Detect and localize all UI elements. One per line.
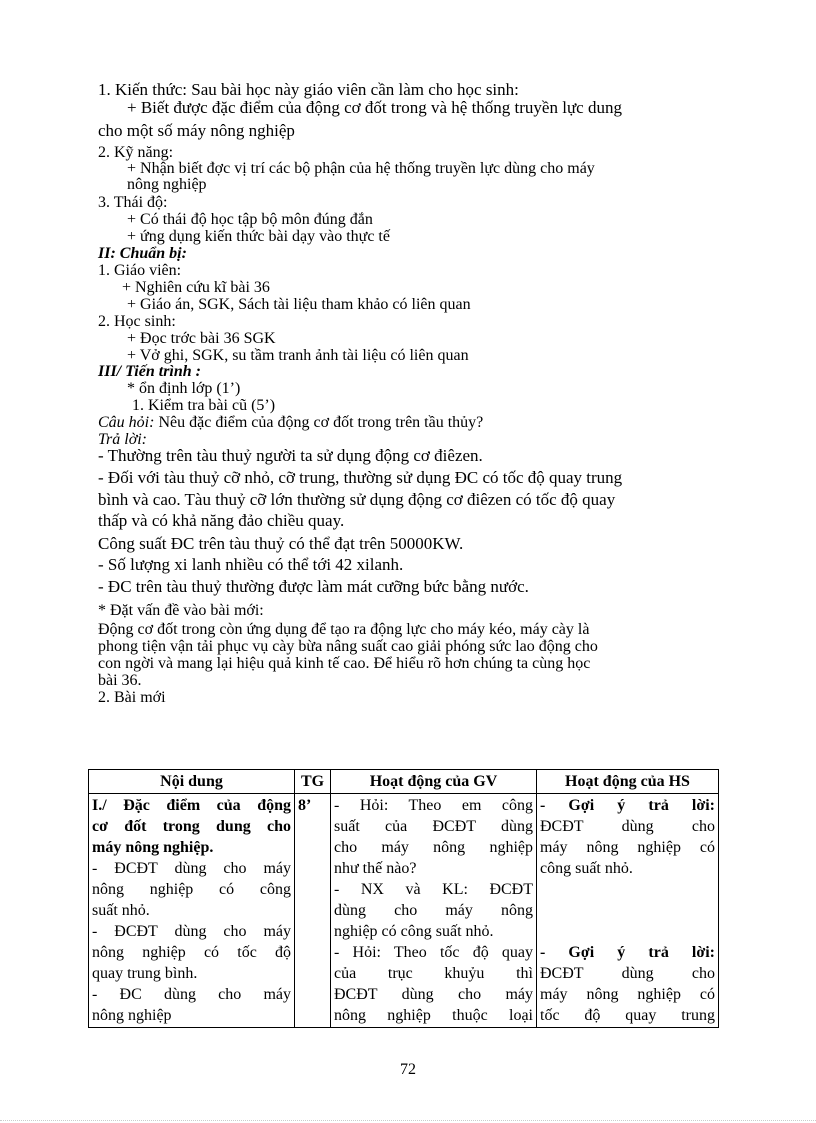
line-skill: 2. Kỹ năng:: [98, 144, 174, 161]
content-line: - ĐC dùng cho máy: [92, 986, 291, 1003]
student-spacer: [540, 921, 715, 942]
teacher-line: ĐCĐT dùng cho máy: [334, 986, 533, 1003]
line-answer-4: thấp và có khả năng đảo chiều quay.: [98, 511, 345, 530]
line-skill-1: + Nhận biết đợc vị trí các bộ phận của hệ thống truyền lực dùng cho máy: [127, 160, 595, 177]
line-knowledge-2: cho một số máy nông nghiệp: [98, 121, 295, 140]
teacher-line: suất của ĐCĐT dùng: [334, 818, 533, 835]
content-line: suất nhỏ.: [92, 902, 150, 919]
student-answer-label: - Gợi ý trả lời:: [540, 944, 715, 961]
line-new-lesson: 2. Bài mới: [98, 689, 166, 706]
line-teacher: 1. Giáo viên:: [98, 262, 182, 279]
student-line: ĐCĐT dùng cho: [540, 818, 715, 835]
teacher-line: như thế nào?: [334, 860, 417, 877]
content-line: I./ Đặc điểm của động: [92, 797, 291, 814]
line-question: Câu hỏi: Nêu đặc điểm của động cơ đốt trong trên tầu thủy?: [98, 414, 484, 431]
line-answer-2: - Đối với tàu thuỷ cỡ nhỏ, cỡ trung, thường sử dụng ĐC có tốc độ quay trung: [98, 468, 623, 487]
line-skill-2: nông nghiệp: [127, 176, 207, 193]
student-line: tốc độ quay trung: [540, 1007, 715, 1024]
teacher-line: dùng cho máy nông: [334, 902, 533, 919]
content-cell: [89, 794, 295, 1028]
line-student-1: + Đọc trớc bài 36 SGK: [127, 330, 276, 347]
content-line: nông nghiệp: [92, 1007, 172, 1024]
question-label: Câu hỏi:: [98, 414, 155, 431]
line-answer-5: Công suất ĐC trên tàu thuỷ có thể đạt trên 50000KW.: [98, 534, 464, 553]
student-spacer: [540, 879, 715, 900]
header-student-activity: Hoạt động của HS: [537, 770, 719, 794]
line-answer-6: - Số lượng xi lanh nhiều có thể tới 42 xilanh.: [98, 555, 404, 574]
content-line: nông nghiệp có tốc độ: [92, 944, 291, 961]
line-student: 2. Học sinh:: [98, 313, 176, 330]
teacher-line: của trục khuỷu thì: [334, 965, 533, 982]
teacher-line: - Hỏi: Theo tốc độ quay: [334, 944, 533, 961]
student-line: máy nông nghiệp có: [540, 839, 715, 856]
line-attitude: 3. Thái độ:: [98, 194, 168, 211]
table-row: [89, 794, 719, 1028]
content-line: quay trung bình.: [92, 965, 198, 982]
content-line: máy nông nghiệp.: [92, 839, 214, 856]
student-spacer: [540, 900, 715, 921]
line-answer-7: - ĐC trên tàu thuỷ thường được làm mát cưỡng bức bằng nước.: [98, 577, 529, 596]
line-student-2: + Vở ghi, SGK, su tầm tranh ảnh tài liệu có liên quan: [127, 347, 469, 364]
heading-preparation: II: Chuẩn bị:: [98, 245, 187, 262]
line-attitude-2: + ứng dụng kiến thức bài dạy vào thực tế: [127, 228, 390, 245]
page-number: 72: [400, 1061, 416, 1078]
teacher-line: nghiệp có công suất nhỏ.: [334, 923, 494, 940]
line-answer-label: Trả lời:: [98, 431, 147, 448]
student-line: ĐCĐT dùng cho: [540, 965, 715, 982]
teacher-activity-cell: [331, 794, 537, 1028]
line-class-order: * ổn định lớp (1’): [127, 380, 241, 397]
student-answer-label: - Gợi ý trả lời:: [540, 797, 715, 814]
student-line: công suất nhỏ.: [540, 860, 633, 877]
content-line: nông nghiệp có công: [92, 881, 291, 898]
heading-procedure: III/ Tiến trình :: [98, 363, 201, 380]
header-content: Nội dung: [89, 770, 295, 794]
line-answer-3: bình và cao. Tàu thuỷ cỡ lớn thường sử dụng động cơ điêzen có tốc độ quay: [98, 490, 616, 509]
teacher-line: nông nghiệp thuộc loại: [334, 1007, 533, 1024]
content-line: - ĐCĐT dùng cho máy: [92, 860, 291, 877]
content-line: cơ đốt trong dung cho: [92, 818, 291, 835]
teacher-line: - NX và KL: ĐCĐT: [334, 881, 533, 898]
line-knowledge: 1. Kiến thức: Sau bài học này giáo viên cần làm cho học sinh:: [98, 80, 519, 99]
footer-divider: [0, 1120, 816, 1121]
line-answer-1: - Thường trên tàu thuỷ người ta sử dụng động cơ điêzen.: [98, 446, 483, 465]
line-intro-2: phong tiện vận tải phục vụ cày bừa nâng suất cao giải phóng sức lao động cho: [98, 638, 598, 655]
line-teacher-2: + Giáo án, SGK, Sách tài liệu tham khảo có liên quan: [127, 296, 471, 313]
line-knowledge-1: + Biết được đặc điểm của động cơ đốt trong và hệ thống truyền lực dung: [127, 98, 622, 117]
teacher-line: cho máy nông nghiệp: [334, 839, 533, 856]
teacher-line: - Hỏi: Theo em công: [334, 797, 533, 814]
time-cell: [295, 794, 331, 1028]
line-intro-3: con ngời và mang lại hiệu quả kinh tế cao. Để hiểu rõ hơn chúng ta cùng học: [98, 655, 591, 672]
table-header-row: [89, 770, 719, 794]
time-value: 8’: [298, 797, 312, 814]
header-teacher-activity: Hoạt động của GV: [331, 770, 537, 794]
line-old-lesson-check: 1. Kiểm tra bài cũ (5’): [132, 397, 276, 414]
content-line: - ĐCĐT dùng cho máy: [92, 923, 291, 940]
line-attitude-1: + Có thái độ học tập bộ môn đúng đắn: [127, 211, 373, 228]
line-intro-4: bài 36.: [98, 672, 142, 689]
line-teacher-1: + Nghiên cứu kĩ bài 36: [122, 279, 270, 296]
line-intro-1: Động cơ đốt trong còn ứng dụng để tạo ra động lực cho máy kéo, máy cày là: [98, 621, 590, 638]
lesson-table: [88, 769, 719, 1028]
header-time: TG: [295, 770, 331, 794]
student-line: máy nông nghiệp có: [540, 986, 715, 1003]
line-intro-heading: * Đặt vấn đề vào bài mới:: [98, 602, 264, 619]
student-activity-cell: [537, 794, 719, 1028]
